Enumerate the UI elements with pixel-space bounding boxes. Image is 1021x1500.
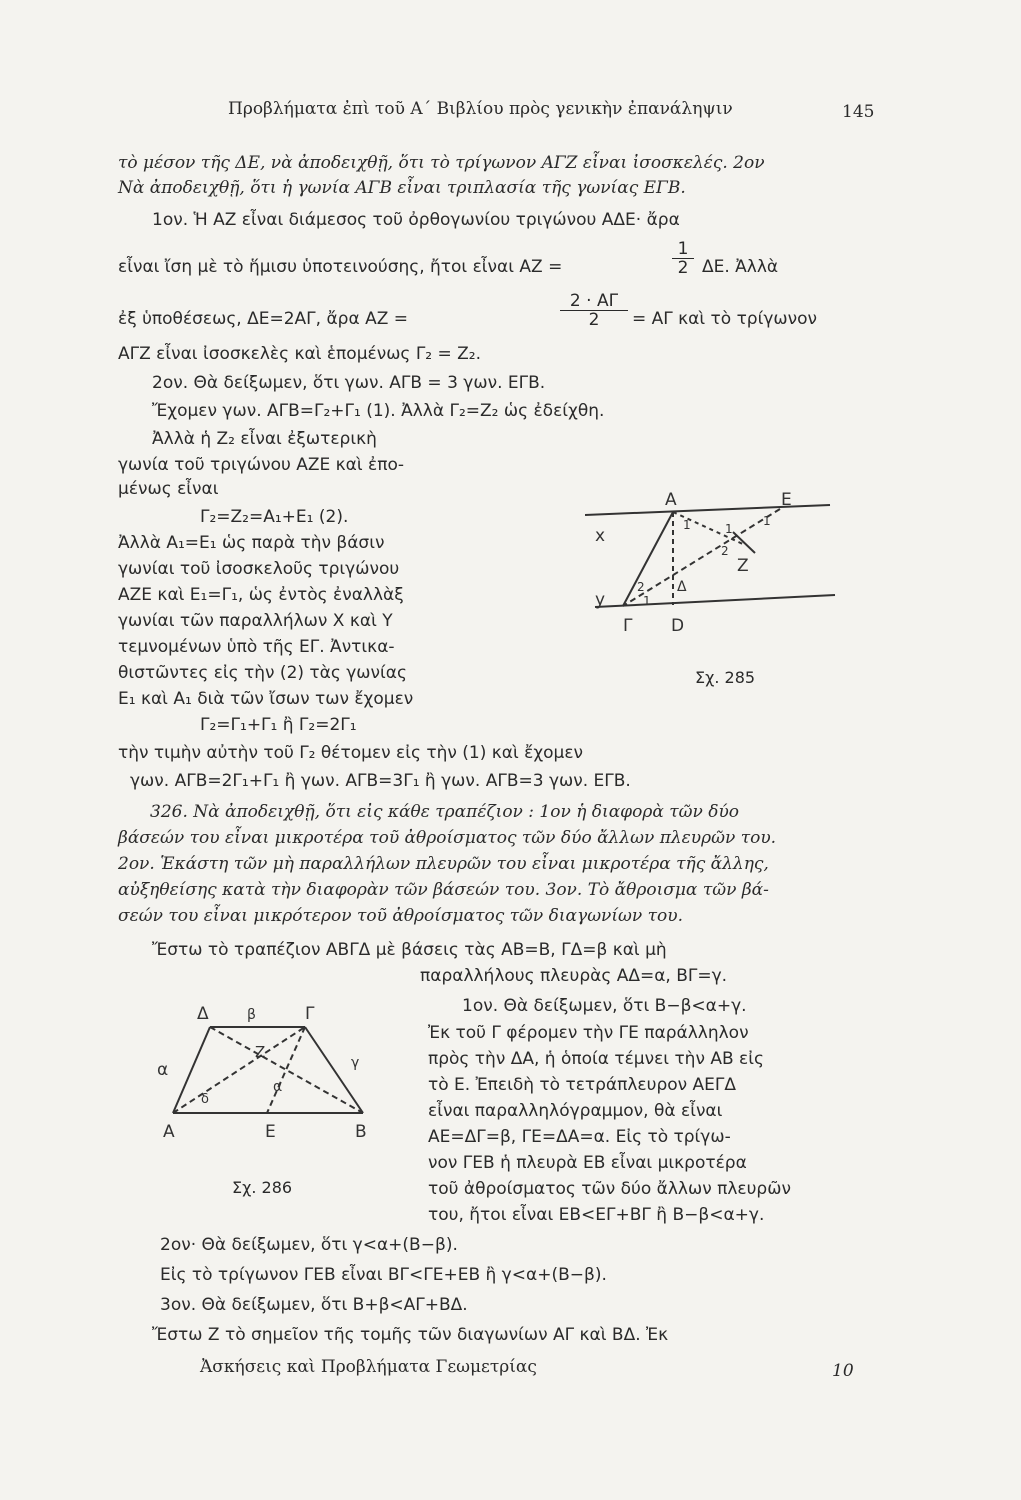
marker-z (733, 532, 755, 553)
label-z: Z (255, 1043, 266, 1061)
label-one: 1 (683, 518, 691, 532)
label-g-side: γ (351, 1055, 360, 1071)
fraction-numerator: 1 (677, 239, 689, 259)
text-line: παραλλήλους πλευρὰς ΑΔ=α, ΒΓ=γ. (420, 966, 728, 986)
label-two: 2 (721, 544, 729, 558)
text-line: τὸ Ε. Ἐπειδὴ τὸ τετράπλευρον ΑΕΓΔ (428, 1075, 737, 1095)
segment-ge (623, 509, 780, 606)
text-line: Εἰς τὸ τρίγωνον ΓΕΒ εἶναι ΒΓ<ΓΕ+ΕΒ ἢ γ<α+(Β−β). (160, 1265, 607, 1285)
fraction-ag (560, 292, 628, 329)
text-line: εἶναι παραλληλόγραμμον, θὰ εἶναι (428, 1101, 723, 1121)
text-line: ΑΕ=ΔΓ=β, ΓΕ=ΔΑ=α. Εἰς τὸ τρίγω- (428, 1127, 731, 1147)
label-two: 2 (637, 580, 645, 594)
parallel-line-x (585, 505, 830, 515)
label-one: 1 (763, 514, 771, 528)
figure-286-caption: Σχ. 286 (232, 1178, 293, 1197)
text-line: του, ἤτοι εἶναι ΕΒ<ΕΓ+ΒΓ ἢ Β−β<α+γ. (428, 1205, 765, 1225)
text-line: ΑΖΕ καὶ Ε₁=Γ₁, ὡς ἐντὸς ἐναλλὰξ (118, 585, 404, 605)
text-line: 3ον. Θὰ δείξωμεν, ὅτι Β+β<ΑΓ+ΒΔ. (160, 1295, 468, 1315)
fraction-half (672, 240, 694, 277)
text-line: θιστῶντες εἰς τὴν (2) τὰς γωνίας (118, 663, 407, 683)
text-line: νον ΓΕΒ ἡ πλευρὰ ΕΒ εἶναι μικροτέρα (428, 1153, 747, 1173)
text-line: 1ον. Ἡ ΑΖ εἶναι διάμεσος τοῦ ὀρθογωνίου τριγώνου ΑΔΕ· ἄρα (152, 210, 680, 230)
label-a: α (157, 1060, 169, 1080)
label-vertex-b: Β (355, 1122, 367, 1142)
footer-sheet-number: 10 (832, 1361, 854, 1381)
figure-285 (585, 485, 840, 645)
text-line: τὸ μέσον τῆς ΔΕ, νὰ ἀποδειχθῇ, ὅτι τὸ τρίγωνον ΑΓΖ εἶναι ἰσοσκελές. 2ον (118, 153, 765, 173)
text-line: Γ₂=Ζ₂=Α₁+Ε₁ (2). (200, 507, 349, 527)
fraction-denominator: 2 (588, 310, 600, 330)
text-line: Ἔχομεν γων. ΑΓΒ=Γ₂+Γ₁ (1). Ἀλλὰ Γ₂=Ζ₂ ὡς ἐδείχθη. (152, 401, 605, 421)
text-line: Ἀλλὰ Α₁=Ε₁ ὡς παρὰ τὴν βάσιν (118, 533, 385, 553)
label-d: D (671, 616, 685, 636)
label-b: β (247, 1007, 256, 1023)
label-a-segment: α (273, 1079, 283, 1095)
diagonal-ag (173, 1027, 305, 1113)
label-one: 1 (643, 594, 651, 608)
label-vertex-e: Ε (265, 1122, 276, 1142)
text-line: ἐξ ὑποθέσεως, ΔΕ=2ΑΓ, ἄρα ΑΖ = (118, 309, 408, 329)
problem-326-line: αὐξηθείσης κατὰ τὴν διαφορὰν τῶν βάσεών του. 3ον. Τὸ ἄθροισμα τῶν βά- (118, 880, 769, 900)
page-number: 145 (842, 102, 875, 122)
label-e: Ε (781, 490, 792, 510)
label-delta: δ (201, 1092, 209, 1107)
text-line: τὴν τιμὴν αὐτὴν τοῦ Γ₂ θέτομεν εἰς τὴν (1) καὶ ἔχομεν (118, 743, 584, 763)
running-title: Προβλήματα ἐπὶ τοῦ Α΄ Βιβλίου πρὸς γενικὴν ἐπανάληψιν (228, 99, 733, 119)
label-d: Δ (197, 1005, 209, 1024)
text-line: Ε₁ καὶ Α₁ διὰ τῶν ἴσων των ἔχομεν (118, 689, 414, 709)
label-one: 1 (725, 522, 733, 536)
text-line: ΑΓΖ εἶναι ἰσοσκελὲς καὶ ἑπομένως Γ₂ = Ζ₂. (118, 344, 482, 364)
label-x: x (595, 526, 606, 546)
text-line: γωνία τοῦ τριγώνου ΑΖΕ καὶ ἐπο- (118, 455, 405, 475)
label-z: Z (737, 556, 749, 576)
text-line: γωνίαι τοῦ ἰσοσκελοῦς τριγώνου (118, 559, 400, 579)
text-line: τοῦ ἀθροίσματος τῶν δύο ἄλλων πλευρῶν (428, 1179, 791, 1199)
label-y: y (595, 590, 606, 610)
text-line: Ἐκ τοῦ Γ φέρομεν τὴν ΓΕ παράλληλον (428, 1023, 749, 1043)
problem-326-line: σεών του εἶναι μικρότερον τοῦ ἀθροίσματος τῶν διαγωνίων του. (118, 906, 684, 926)
text-line: γωνίαι τῶν παραλλήλων Χ καὶ Υ (118, 611, 393, 631)
problem-326-line: 326. Νὰ ἀποδειχθῇ, ὅτι εἰς κάθε τραπέζιον : 1ον ἡ διαφορὰ τῶν δύο (150, 802, 740, 822)
text-line: μένως εἶναι (118, 479, 219, 499)
text-line: Ἔστω Ζ τὸ σημεῖον τῆς τομῆς τῶν διαγωνίων ΑΓ καὶ ΒΔ. Ἐκ (152, 1325, 669, 1345)
label-g: Γ (305, 1005, 315, 1024)
text-line: Γ₂=Γ₁+Γ₁ ἢ Γ₂=2Γ₁ (200, 715, 357, 735)
text-line: γων. ΑΓΒ=2Γ₁+Γ₁ ἢ γων. ΑΓΒ=3Γ₁ ἢ γων. ΑΓΒ=3 γων. ΕΓΒ. (130, 771, 631, 791)
segment-ag (623, 512, 673, 606)
label-delta: Δ (677, 579, 687, 595)
footer-book-title: Ἀσκήσεις καὶ Προβλήματα Γεωμετρίας (200, 1357, 537, 1377)
label-g: Γ (623, 616, 633, 636)
text-line: 1ον. Θὰ δείξωμεν, ὅτι Β−β<α+γ. (462, 996, 747, 1016)
label-vertex-a: Α (163, 1122, 175, 1142)
text-line: = ΑΓ καὶ τὸ τρίγωνον (632, 309, 818, 329)
text-line: 2ον. Θὰ δείξωμεν, ὅτι γων. ΑΓΒ = 3 γων. ΕΓΒ. (152, 373, 546, 393)
label-a: Α (665, 490, 677, 510)
text-line: Ἔστω τὸ τραπέζιον ΑΒΓΔ μὲ βάσεις τὰς ΑΒ=Β, ΓΔ=β καὶ μὴ (152, 940, 667, 960)
figure-286 (155, 1005, 405, 1155)
figure-285-caption: Σχ. 285 (695, 668, 756, 687)
text-line: πρὸς τὴν ΔΑ, ἡ ὁποία τέμνει τὴν ΑΒ εἰς (428, 1049, 764, 1069)
text-line: Νὰ ἀποδειχθῇ, ὅτι ἡ γωνία ΑΓΒ εἶναι τριπλασία τῆς γωνίας ΕΓΒ. (118, 178, 686, 198)
text-line: εἶναι ἴση μὲ τὸ ἥμισυ ὑποτεινούσης, ἤτοι εἶναι ΑΖ = (118, 257, 563, 277)
fraction-denominator: 2 (677, 258, 689, 278)
text-line: ΔΕ. Ἀλλὰ (702, 257, 779, 277)
text-line: Ἀλλὰ ἡ Ζ₂ εἶναι ἐξωτερικὴ (152, 429, 377, 449)
text-line: 2ον· Θὰ δείξωμεν, ὅτι γ<α+(Β−β). (160, 1235, 458, 1255)
fraction-numerator: 2 · ΑΓ (569, 291, 619, 311)
problem-326-line: 2ον. Ἑκάστη τῶν μὴ παραλλήλων πλευρῶν του εἶναι μικροτέρα τῆς ἄλλης, (118, 854, 769, 874)
problem-326-line: βάσεών του εἶναι μικροτέρα τοῦ ἀθροίσματος τῶν δύο ἄλλων πλευρῶν του. (118, 828, 777, 848)
text-line: τεμνομένων ὑπὸ τῆς ΕΓ. Ἀντικα- (118, 637, 395, 657)
